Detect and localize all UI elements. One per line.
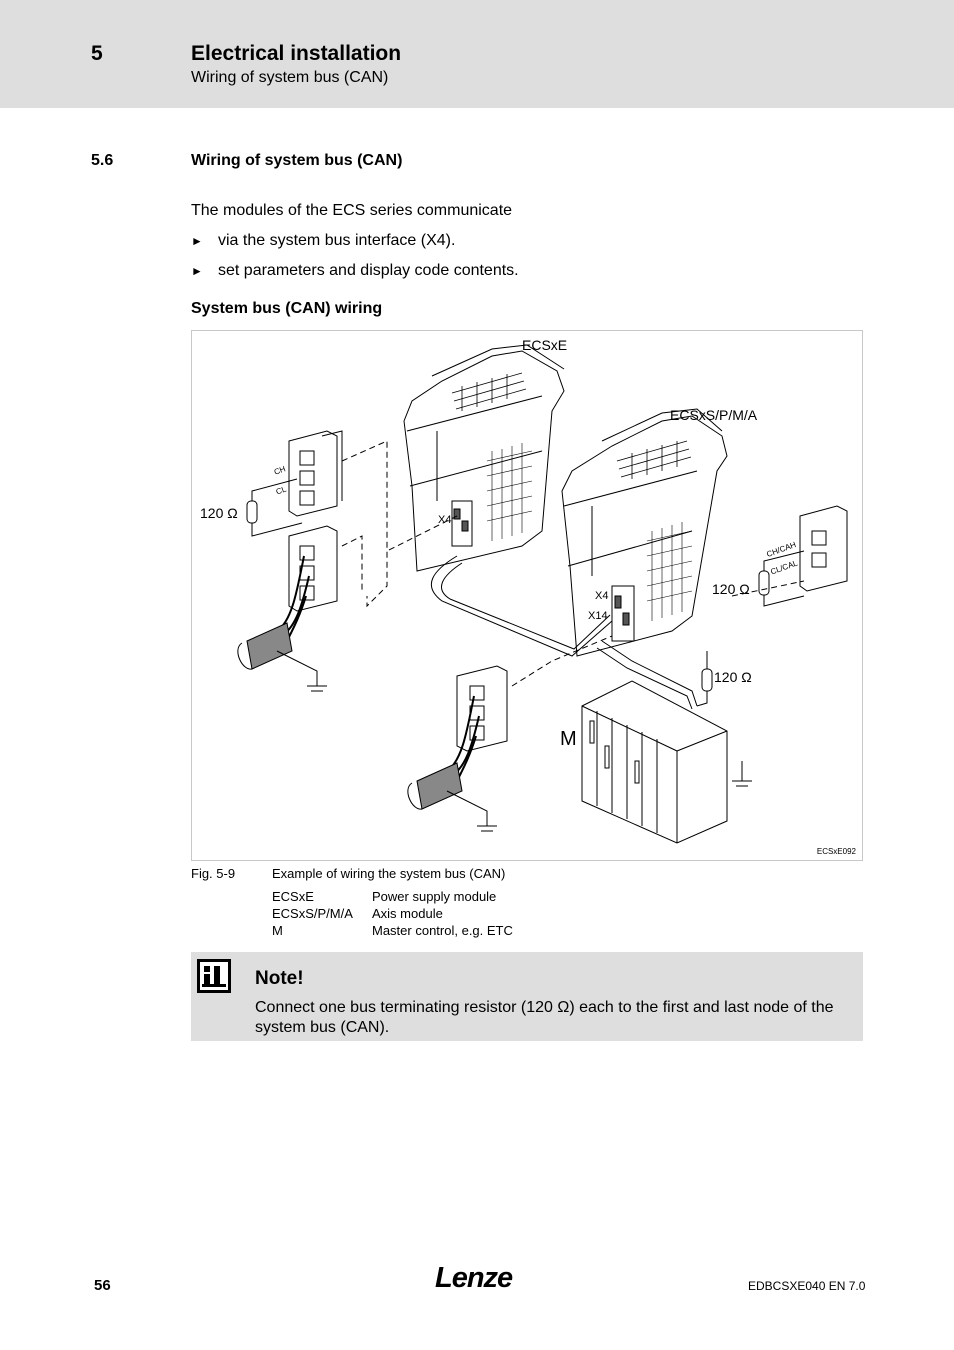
document-id: EDBCSXE040 EN 7.0 xyxy=(748,1279,866,1293)
section-title: Wiring of system bus (CAN) xyxy=(191,152,403,169)
master-label: M xyxy=(560,728,577,750)
note-title: Note! xyxy=(255,968,304,989)
resistor-label-master: 120 Ω xyxy=(714,669,752,685)
x4-label-left: X4 xyxy=(438,514,452,526)
chcah-label: CH/CAH xyxy=(765,540,798,559)
figure-heading: System bus (CAN) wiring xyxy=(191,300,383,317)
header-band xyxy=(0,0,954,108)
x14-label: X14 xyxy=(588,610,608,622)
bullet-item xyxy=(191,231,519,261)
ecsxe-module xyxy=(404,345,564,571)
legend-term: ECSxE xyxy=(272,889,314,904)
ecsxe-label: ECSxE xyxy=(522,337,568,353)
wiring-figure xyxy=(191,330,863,861)
resistor-label-right: 120 Ω xyxy=(712,581,750,597)
note-box xyxy=(191,952,863,1041)
bullet-text: set parameters and display code contents. xyxy=(218,262,519,279)
legend-term: ECSxS/P/M/A xyxy=(272,906,353,921)
bullet-text: via the system bus interface (X4). xyxy=(218,232,456,249)
chapter-number: 5 xyxy=(91,42,103,65)
chapter-title: Electrical installation xyxy=(191,42,402,65)
page-number: 56 xyxy=(94,1277,111,1294)
master-control xyxy=(582,681,752,843)
legend-desc: Axis module xyxy=(372,906,443,921)
note-text: Connect one bus terminating resistor (120 Ω) each to the first and last node of the system bus (CAN). xyxy=(255,999,834,1036)
wiring-diagram xyxy=(192,331,862,860)
chapter-subtitle: Wiring of system bus (CAN) xyxy=(191,69,389,86)
info-icon xyxy=(197,959,231,993)
clcal-label: CL/CAL xyxy=(769,558,799,577)
bullet-arrow-icon: ► xyxy=(191,234,203,248)
ecsxs-label: ECSxS/P/M/A xyxy=(670,407,758,423)
legend-row xyxy=(272,888,513,905)
legend-desc: Master control, e.g. ETC xyxy=(372,923,513,938)
cl-label: CL xyxy=(274,484,288,497)
connector-bottom-left xyxy=(408,666,507,831)
bullet-list xyxy=(191,231,519,291)
figure-code: ECSxE092 xyxy=(816,847,856,856)
ecsxs-module xyxy=(562,409,727,656)
bullet-item xyxy=(191,261,519,291)
resistor-label-left: 120 Ω xyxy=(200,505,238,521)
section-number: 5.6 xyxy=(91,152,114,169)
intro-text: The modules of the ECS series communicate xyxy=(191,202,513,219)
legend-desc: Power supply module xyxy=(372,889,497,904)
caption-legend xyxy=(272,888,513,939)
caption-number: Fig. 5-9 xyxy=(191,866,236,881)
legend-row xyxy=(272,922,513,939)
x4-label-right: X4 xyxy=(595,590,609,602)
connector-lower-left xyxy=(238,526,337,691)
ch-label: CH xyxy=(272,464,287,477)
bullet-arrow-icon: ► xyxy=(191,264,203,278)
caption-text: Example of wiring the system bus (CAN) xyxy=(272,866,506,881)
lenze-logo: Lenze xyxy=(435,1262,513,1294)
legend-row xyxy=(272,905,513,922)
connector-upper-left xyxy=(289,431,342,516)
legend-term: M xyxy=(272,923,283,938)
